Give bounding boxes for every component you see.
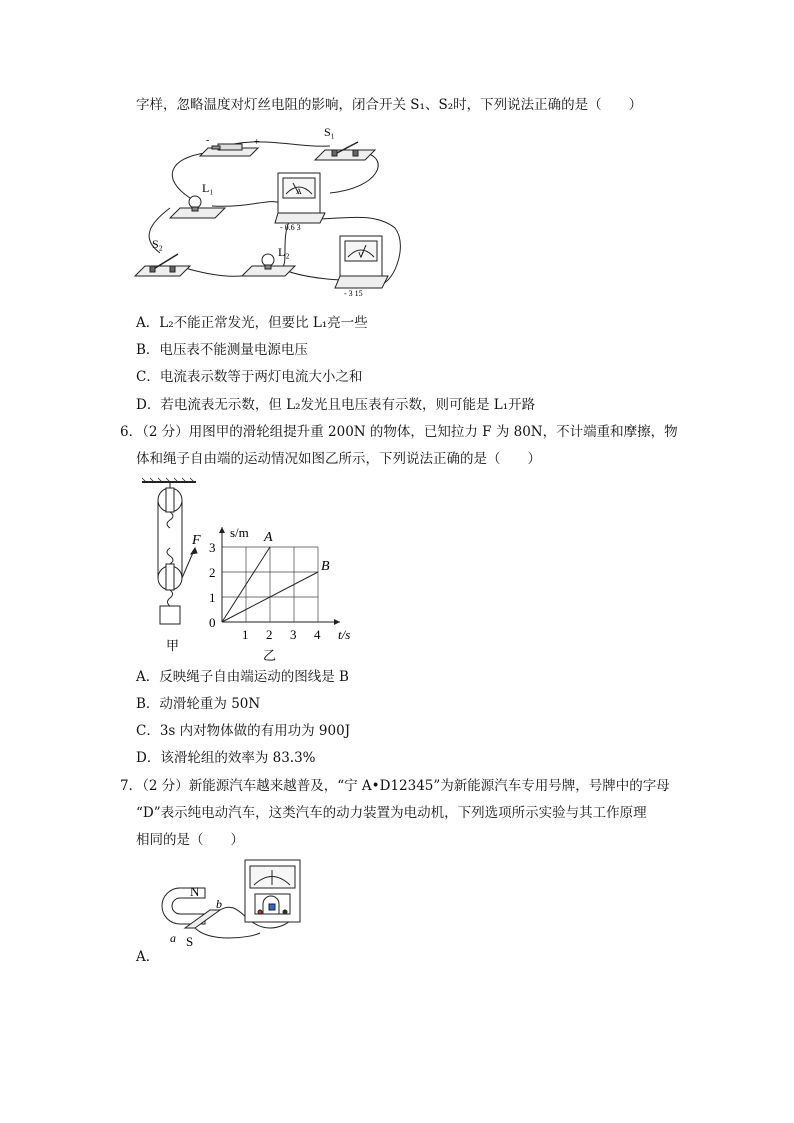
voltmeter	[335, 236, 388, 288]
switch-s1	[315, 142, 375, 160]
q7-option-a-figure	[150, 858, 310, 958]
s2-label: S₂	[152, 237, 163, 251]
y-tick-label: 0	[209, 615, 216, 630]
ammeter-unit: A	[296, 187, 302, 196]
l1-label: L₁	[202, 181, 214, 195]
q6-option-c: C．3s 内对物体做的有用功为 900J	[136, 723, 351, 739]
x-tick-label: 2	[266, 627, 273, 642]
x-tick-label: 4	[314, 627, 321, 642]
y-tick-label: 2	[209, 565, 216, 580]
q5-option-a: A．L₂不能正常发光，但要比 L₁亮一些	[136, 315, 368, 331]
voltmeter-terminals: - 3 15	[344, 289, 363, 298]
lamp-l1	[170, 196, 225, 218]
q7-option-a: A．	[136, 949, 160, 965]
y-axis-label: s/m	[230, 525, 249, 540]
q7-stem-line3: 相同的是（ ）	[136, 832, 244, 848]
y-tick-label: 3	[209, 540, 216, 555]
battery-minus: -	[206, 135, 210, 146]
point-b: b	[216, 897, 222, 911]
l2-label: L₂	[278, 245, 290, 259]
battery-plus: +	[254, 137, 260, 148]
y-tick-label: 1	[209, 590, 216, 605]
x-tick-label: 3	[290, 627, 297, 642]
voltmeter-unit: V	[358, 251, 364, 260]
q7-stem-line2: “D”表示纯电动汽车，这类汽车的动力装置为电动机，下列选项所示实验与其工作原理	[136, 805, 647, 821]
q6-option-a: A．反映绳子自由端运动的图线是 B	[136, 669, 349, 685]
y-axis-arrow	[219, 527, 225, 533]
s1-label: S₁	[324, 125, 335, 139]
ammeter	[275, 173, 325, 223]
fig-yi-label: 乙	[263, 649, 277, 664]
st-chart	[200, 510, 380, 664]
ammeter-terminals: - 0.6 3	[280, 223, 301, 232]
fig-jia-label: 甲	[166, 639, 180, 654]
q6-stem-line1: 6．（2 分）用图甲的滑轮组提升重 200N 的物体，已知拉力 F 为 80N，不计端重和摩擦，物	[120, 424, 678, 440]
pole-s: S	[186, 934, 194, 949]
q5-option-b: B．电压表不能测量电源电压	[136, 342, 308, 358]
q7-stem-line1: 7．（2 分）新能源汽车越来越普及，“宁 A•D12345”为新能源汽车专用号牌，号牌中的字母	[120, 778, 670, 794]
force-label: F	[192, 533, 201, 548]
q6-stem-line2: 体和绳子自由端的运动情况如图乙所示，下列说法正确的是（ ）	[136, 451, 541, 467]
x-tick-label: 1	[242, 627, 249, 642]
x-axis-arrow	[334, 619, 340, 625]
q5-stem: 字样，忽略温度对灯丝电阻的影响，闭合开关 S₁、S₂时，下列说法正确的是（ ）	[136, 97, 643, 113]
q5-option-d: D．若电流表无示数，但 L₂发光且电压表有示数，则可能是 L₁开路	[136, 397, 536, 413]
point-a: a	[170, 931, 176, 945]
pole-n: N	[190, 884, 200, 899]
q5-option-c: C．电流表示数等于两灯电流大小之和	[136, 369, 363, 385]
switch-s2	[135, 254, 190, 276]
x-axis-label: t/s	[338, 627, 351, 642]
q6-option-b: B．动滑轮重为 50N	[136, 696, 261, 712]
q5-circuit-figure	[130, 125, 420, 298]
q6-option-d: D．该滑轮组的效率为 83.3%	[136, 750, 316, 766]
series-label-b: B	[321, 559, 330, 574]
series-label-a: A	[264, 530, 273, 545]
